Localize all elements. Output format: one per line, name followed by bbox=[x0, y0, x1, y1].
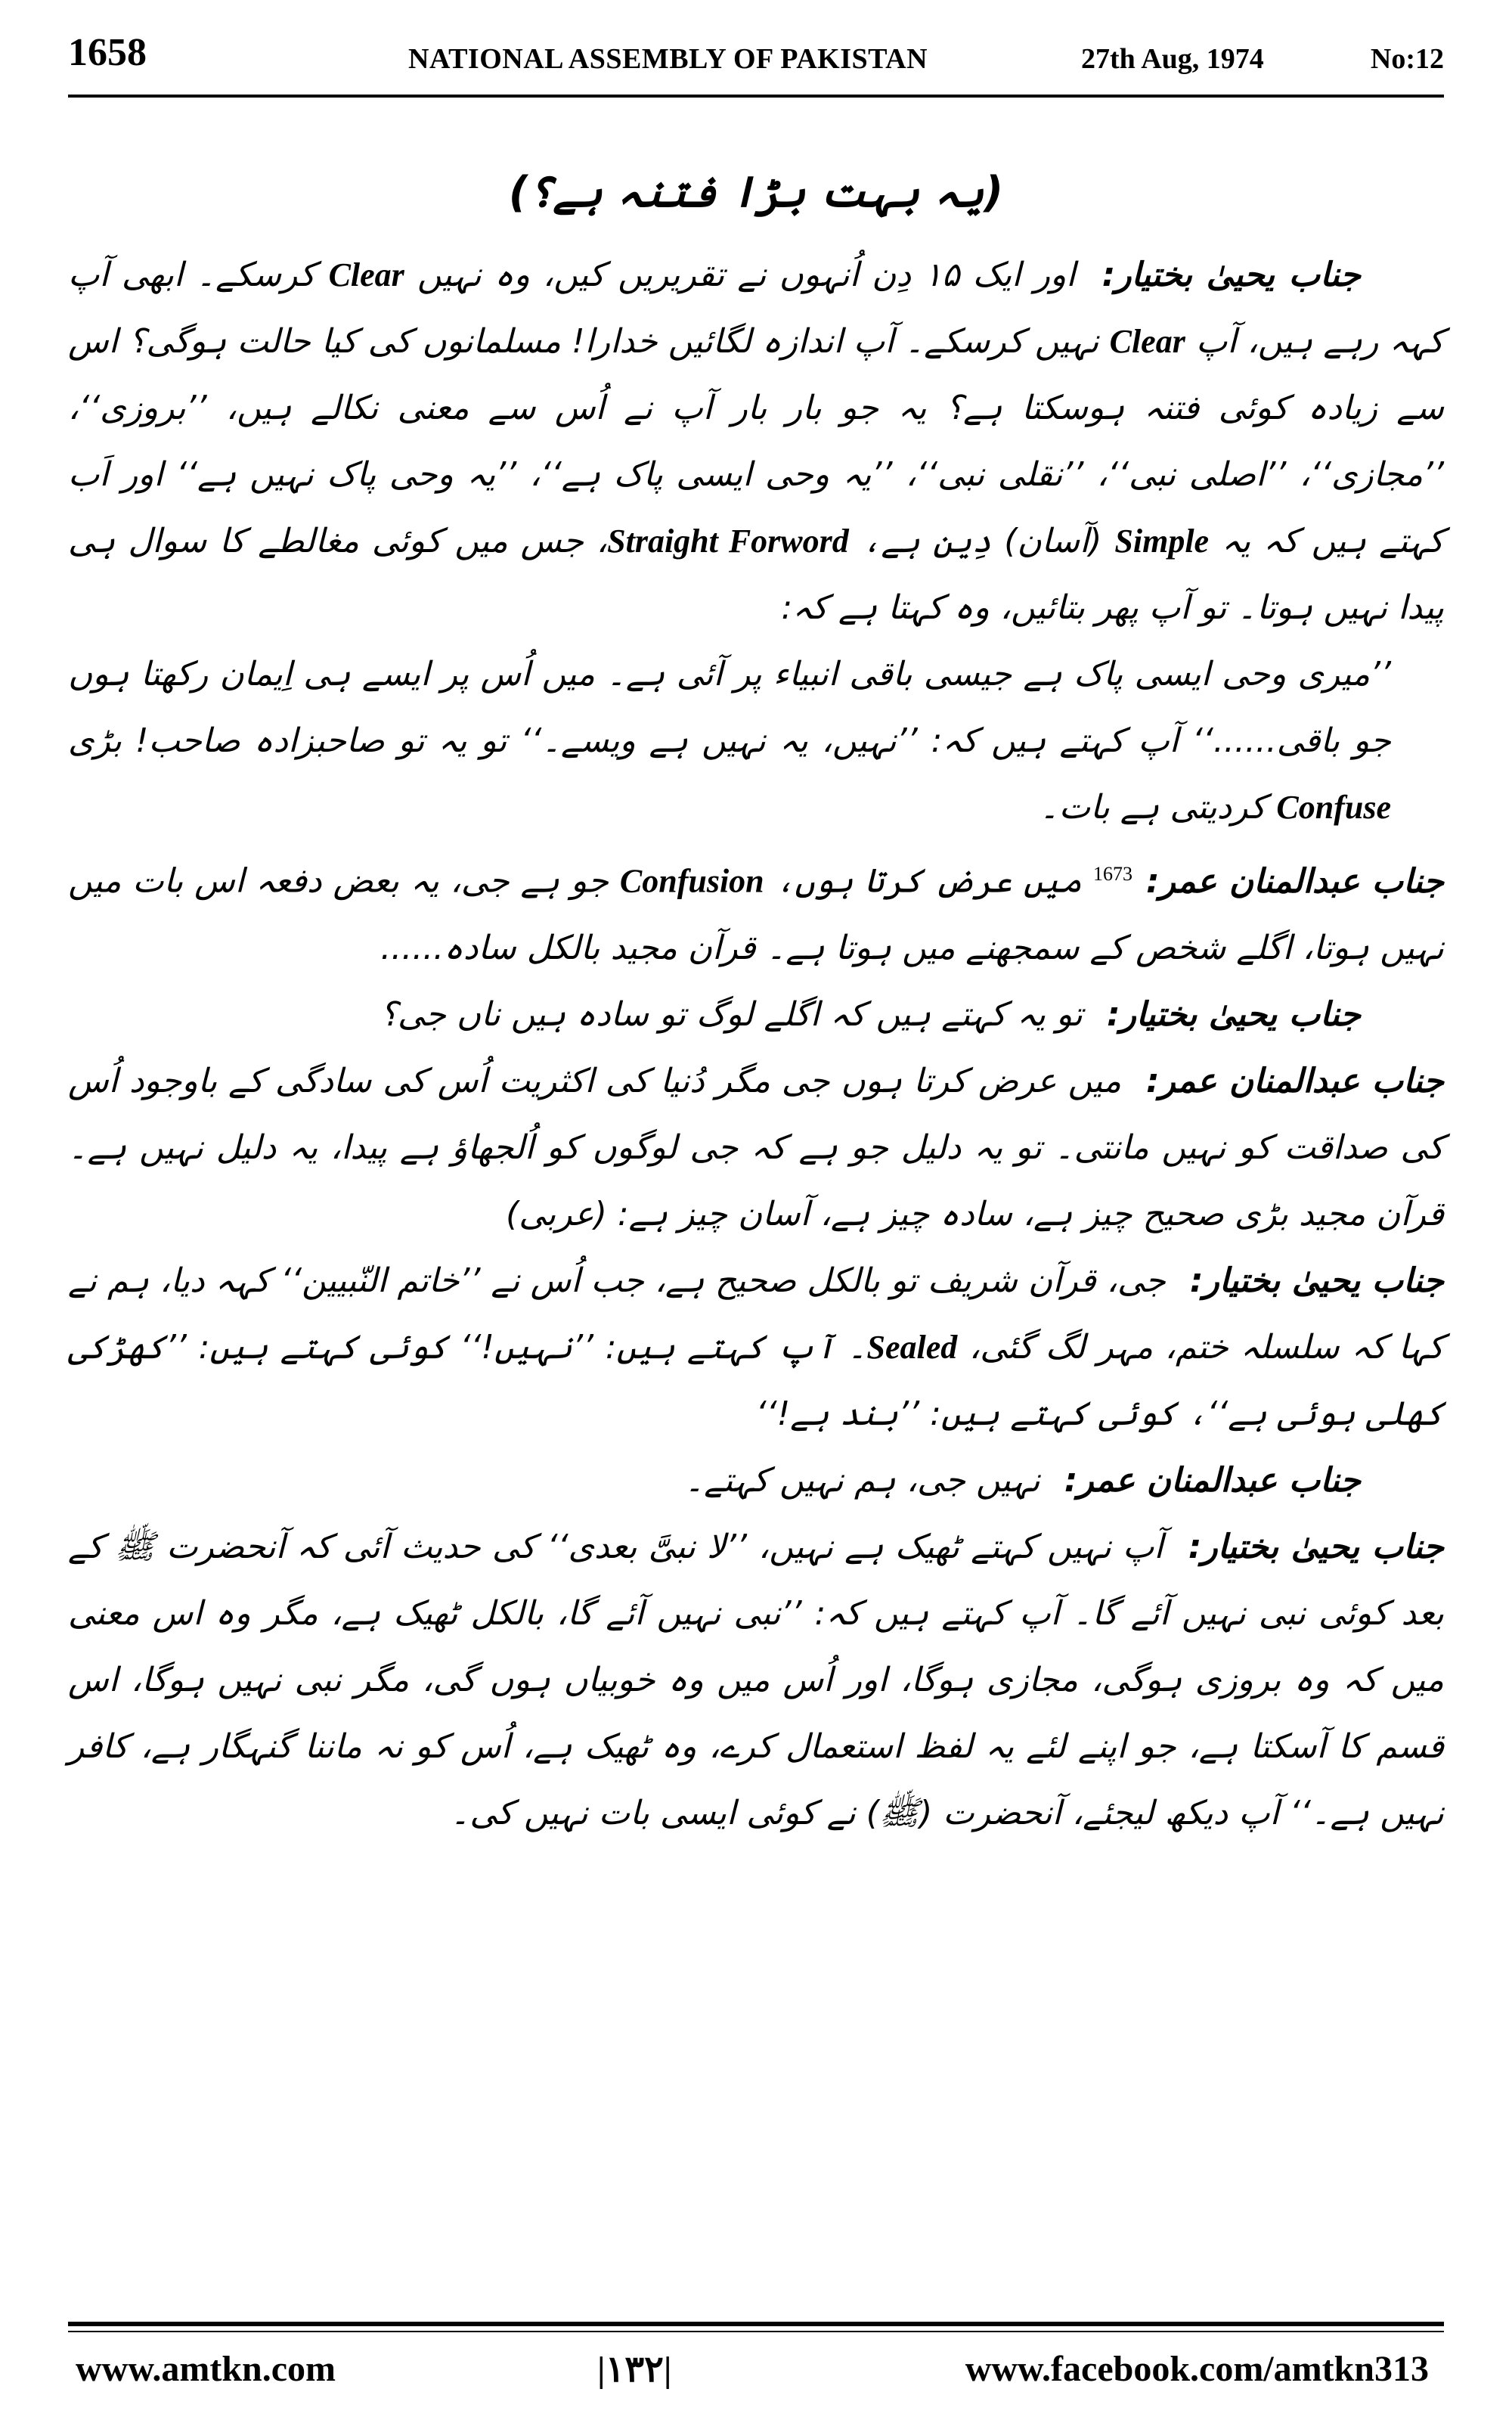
paragraph-text: ۔ آپ کہتے ہیں: ’’نہیں!‘‘ کوئی کہتے ہیں: ’’کھڑکی کھلی ہوئی ہے‘‘، کوئی کہتے ہیں: ’’بند ہے!‘‘ bbox=[68, 1327, 1444, 1433]
footer-website-link[interactable]: www.amtkn.com bbox=[76, 2349, 336, 2389]
page-header bbox=[68, 30, 1444, 83]
quotation-text: ’’میری وحی ایسی پاک ہے جیسی باقی انبیاء پر آئی ہے۔ میں اُس پر ایسے ہی اِیمان رکھتا ہوں جو باقی......‘‘ آپ کہتے ہیں کہ: ’’نہیں، یہ نہیں ہے ویسے۔‘‘ تو یہ تو صاحبزادہ صاحب! بڑی bbox=[68, 655, 1391, 760]
header-issue: No:12 bbox=[1370, 43, 1444, 75]
paragraph-2 bbox=[68, 841, 1444, 982]
paragraph-text: میں عرض کرتا ہوں، bbox=[775, 861, 1083, 901]
english-term: Sealed bbox=[866, 1328, 958, 1366]
footer-page-marker: |۱۳۲| bbox=[597, 2350, 672, 2390]
paragraph-text: اور ایک ۱۵ دِن اُنہوں نے تقریریں کیں، وہ نہیں bbox=[417, 256, 1076, 294]
english-term: Confusion bbox=[619, 862, 764, 900]
section-heading: (یہ بہت بڑا فتنہ ہے؟) bbox=[508, 168, 1004, 217]
reference-number: 1673 bbox=[1093, 863, 1132, 885]
speaker-label: جناب عبدالمنان عمر: bbox=[1145, 1061, 1444, 1100]
header-date: 27th Aug, 1974 bbox=[1081, 43, 1264, 75]
page-footer bbox=[68, 2348, 1444, 2401]
header-divider bbox=[68, 95, 1444, 98]
english-term: Clear bbox=[328, 256, 404, 293]
english-term: Clear bbox=[1109, 323, 1185, 360]
paragraph-text: ، جس میں کوئی مغالطے کا سوال ہی پیدا نہیں ہوتا۔ تو آپ پھر بتائیں، وہ کہتا ہے کہ: bbox=[68, 522, 1444, 627]
footer-facebook-link[interactable]: www.facebook.com/amtkn313 bbox=[965, 2349, 1429, 2389]
english-term: Confuse bbox=[1276, 789, 1391, 826]
footer-divider-thin bbox=[68, 2331, 1444, 2332]
paragraph-text: (آسان) دِین ہے، bbox=[861, 522, 1102, 560]
speaker-label: جناب یحییٰ بختیار: bbox=[1188, 1527, 1444, 1566]
paragraph-4 bbox=[68, 1048, 1444, 1248]
quotation-text: کردیتی ہے بات۔ bbox=[1040, 788, 1266, 827]
english-term: Simple bbox=[1114, 523, 1210, 560]
speaker-label: جناب یحییٰ بختیار: bbox=[1189, 1261, 1444, 1300]
header-title: NATIONAL ASSEMBLY OF PAKISTAN bbox=[408, 43, 928, 75]
paragraph-7 bbox=[68, 1514, 1444, 1847]
paragraph-1 bbox=[68, 242, 1444, 641]
footer-divider bbox=[68, 2322, 1444, 2326]
speaker-label: جناب عبدالمنان عمر: bbox=[1146, 861, 1444, 901]
speaker-label: جناب عبدالمنان عمر: bbox=[1064, 1460, 1361, 1500]
speaker-label: جناب یحییٰ بختیار: bbox=[1101, 256, 1361, 294]
paragraph-6 bbox=[68, 1447, 1444, 1514]
speaker-label: جناب یحییٰ بختیار: bbox=[1107, 994, 1361, 1034]
paragraph-text: نہیں جی، ہم نہیں کہتے۔ bbox=[684, 1460, 1040, 1500]
paragraph-text: میں عرض کرتا ہوں جی مگر دُنیا کی اکثریت اُس کی سادگی کے باوجود اُس کی صداقت کو نہیں مانتی۔ تو یہ دلیل جو ہے کہ جی لوگوں کو اُلجھاؤ ہے پیدا، یہ دلیل نہیں ہے۔ قرآن مجید بڑی صحیح چیز ہے، سادہ چیز ہے، آسان چیز ہے: (عربی) bbox=[68, 1061, 1444, 1233]
page-number: 1658 bbox=[68, 31, 147, 74]
document-body bbox=[68, 159, 1444, 1847]
paragraph-text: جی، قرآن شریف تو بالکل صحیح ہے، جب اُس نے ’’خاتم النّبیین‘‘ کہہ دیا، ہم نے کہا کہ سلسلہ ختم، مہر لگ گئی، bbox=[68, 1261, 1444, 1367]
quotation bbox=[68, 641, 1444, 841]
paragraph-text: نہیں کرسکے۔ آپ اندازہ لگائیں خدارا! مسلمانوں کی کیا حالت ہوگی؟ اس سے زیادہ کوئی فتنہ ہوسکتا ہے؟ یہ جو بار بار آپ نے اُس سے معنی نکالے ہیں، ’’بروزی‘‘، ’’مجازی‘‘، ’’اصلی نبی‘‘، ’’نقلی نبی‘‘، ’’یہ وحی ایسی پاک ہے‘‘، ’’یہ وحی پاک نہیں ہے‘‘ اور اَب کہتے ہیں کہ یہ bbox=[68, 322, 1444, 560]
paragraph-text: کرسکے۔ ابھی آپ کہہ رہے ہیں، آپ bbox=[68, 256, 1444, 361]
paragraph-3 bbox=[68, 982, 1444, 1048]
paragraph-text: آپ نہیں کہتے ٹھیک ہے نہیں، ’’لا نبیَّ بعدی‘‘ کی حدیث آئی کہ آنحضرت ﷺ کے بعد کوئی نبی نہیں آئے گا۔ آپ کہتے ہیں کہ: ’’نبی نہیں آئے گا، بالکل ٹھیک ہے، مگر وہ اس معنی میں کہ وہ بروزی ہوگی، مجازی ہوگا، اور اُس میں وہ خوبیاں ہوں گی، مگر نبی نہیں ہوگا، اس قسم کا آسکتا ہے، جو اپنے لئے یہ لفظ استعمال کرے، وہ ٹھیک ہے، اُس کو نہ ماننا گنہگار ہے، کافر نہیں ہے۔‘‘ آپ دیکھ لیجئے، آنحضرت (ﷺ) نے کوئی ایسی بات نہیں کی۔ bbox=[68, 1527, 1444, 1832]
english-term: Straight Forword bbox=[607, 523, 849, 560]
paragraph-text: تو یہ کہتے ہیں کہ اگلے لوگ تو سادہ ہیں ناں جی؟ bbox=[380, 994, 1083, 1034]
paragraph-5 bbox=[68, 1248, 1444, 1447]
paragraph-text: جو ہے جی، یہ بعض دفعہ اس بات میں نہیں ہوتا، اگلے شخص کے سمجھنے میں ہوتا ہے۔ قرآن مجید بالکل سادہ...... bbox=[68, 861, 1444, 967]
